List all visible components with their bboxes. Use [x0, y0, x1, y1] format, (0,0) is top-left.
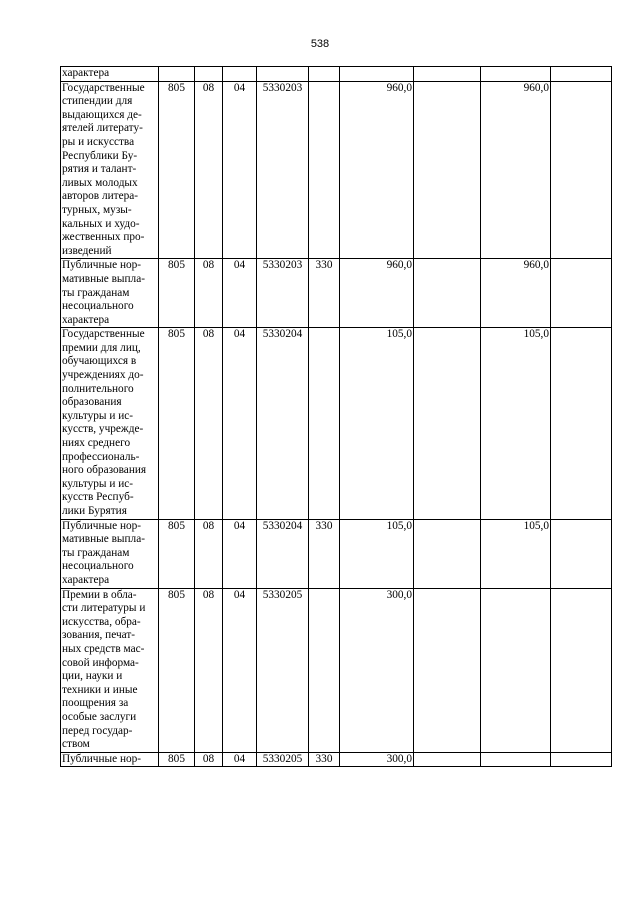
empty-cell [414, 752, 481, 767]
amount-cell: 960,0 [340, 81, 414, 259]
table-row [61, 588, 612, 752]
item-name-line: техники и иные [62, 683, 138, 696]
ved-cell: 805 [159, 259, 195, 328]
empty-cell [551, 67, 612, 82]
section-cell: 08 [195, 328, 223, 519]
amount-2-cell [481, 67, 551, 82]
item-name-line: изведений [62, 244, 112, 257]
item-name-line: совой информа- [62, 656, 139, 669]
ved-cell [159, 67, 195, 82]
amount-cell: 105,0 [340, 328, 414, 519]
expense-type-cell [309, 67, 340, 82]
target-article-cell: 5330203 [257, 81, 309, 259]
section-cell: 08 [195, 752, 223, 767]
empty-cell [551, 752, 612, 767]
ved-cell: 805 [159, 752, 195, 767]
target-article-cell: 5330203 [257, 259, 309, 328]
ved-cell: 805 [159, 81, 195, 259]
item-name-line: несоциального [62, 560, 134, 573]
amount-2-cell [481, 588, 551, 752]
section-cell: 08 [195, 81, 223, 259]
expense-type-cell: 330 [309, 259, 340, 328]
item-name-line: особые заслуги [62, 710, 137, 723]
amount-2-cell [481, 752, 551, 767]
section-cell [195, 67, 223, 82]
item-name-cell [61, 81, 159, 259]
empty-cell [551, 81, 612, 259]
budget-table-body [61, 67, 612, 767]
item-name-line: кальных и худо- [62, 217, 140, 230]
item-name-line: авторов литера- [62, 190, 139, 203]
item-name-line: ты гражданам [62, 286, 130, 299]
empty-cell [414, 328, 481, 519]
item-name-line: сти литературы и [62, 602, 146, 615]
item-name-line: ливых молодых [62, 176, 138, 189]
item-name-line: мативные выпла- [62, 272, 145, 285]
item-name-line: ции, науки и [62, 670, 123, 683]
item-name-cell [61, 328, 159, 519]
item-name-line: ры и искусства [62, 135, 135, 148]
amount-cell: 960,0 [340, 259, 414, 328]
budget-table [60, 66, 612, 767]
item-name-line: полнительного [62, 382, 134, 395]
item-name-line: турных, музы- [62, 203, 132, 216]
ved-cell: 805 [159, 328, 195, 519]
subsection-cell: 04 [223, 259, 257, 328]
section-cell: 08 [195, 259, 223, 328]
item-name-line: культуры и ис- [62, 477, 134, 490]
amount-cell: 300,0 [340, 752, 414, 767]
expense-type-cell: 330 [309, 519, 340, 588]
table-row [61, 752, 612, 767]
item-name-cell [61, 752, 159, 767]
item-name-line: характера [62, 67, 110, 79]
subsection-cell: 04 [223, 752, 257, 767]
amount-2-cell: 960,0 [481, 81, 551, 259]
section-cell: 08 [195, 588, 223, 752]
item-name-cell [61, 588, 159, 752]
target-article-cell: 5330204 [257, 328, 309, 519]
item-name-line: характера [62, 573, 110, 586]
target-article-cell: 5330204 [257, 519, 309, 588]
page-number: 538 [310, 38, 330, 50]
item-name-line: жественных про- [62, 231, 145, 244]
item-name-line: культуры и ис- [62, 409, 134, 422]
item-name-line: Премии в обла- [62, 588, 137, 601]
item-name-line: ных средств мас- [62, 642, 145, 655]
amount-cell: 105,0 [340, 519, 414, 588]
item-name-line: ты гражданам [62, 546, 130, 559]
amount-2-cell: 105,0 [481, 519, 551, 588]
item-name-line: ного образования [62, 464, 147, 477]
item-name-line: Государственные [62, 81, 145, 94]
amount-cell [340, 67, 414, 82]
empty-cell [551, 259, 612, 328]
amount-2-cell: 960,0 [481, 259, 551, 328]
expense-type-cell [309, 81, 340, 259]
item-name-line: поощрения за [62, 697, 129, 710]
empty-cell [414, 259, 481, 328]
empty-cell [414, 588, 481, 752]
item-name-line: учреждениях до- [62, 369, 144, 382]
item-name-line: стипендии для [62, 95, 133, 108]
item-name-line: зования, печат- [62, 629, 136, 642]
item-name-line: премии для лиц, [62, 341, 141, 354]
item-name-line: характера [62, 313, 110, 326]
table-row [61, 328, 612, 519]
subsection-cell: 04 [223, 519, 257, 588]
table-row [61, 259, 612, 328]
item-name-line: ниях среднего [62, 437, 131, 450]
item-name-line: рятия и талант- [62, 163, 137, 176]
expense-type-cell: 330 [309, 752, 340, 767]
empty-cell [551, 328, 612, 519]
empty-cell [551, 519, 612, 588]
item-name-line: Публичные нор- [62, 259, 142, 272]
item-name-line: обучающихся в [62, 355, 137, 368]
item-name-line: Государственные [62, 328, 145, 341]
item-name-line: ством [62, 738, 90, 751]
item-name-line: профессиональ- [62, 450, 140, 463]
item-name-line: Публичные нор- [62, 519, 142, 532]
target-article-cell: 5330205 [257, 588, 309, 752]
item-name-line: перед государ- [62, 724, 133, 737]
table-row [61, 81, 612, 259]
item-name-cell [61, 67, 159, 82]
table-row [61, 519, 612, 588]
expense-type-cell [309, 328, 340, 519]
table-row [61, 67, 612, 82]
amount-2-cell: 105,0 [481, 328, 551, 519]
item-name-line: кусств Респуб- [62, 491, 134, 504]
ved-cell: 805 [159, 588, 195, 752]
item-name-line: несоциального [62, 300, 134, 313]
item-name-line: образования [62, 396, 122, 409]
empty-cell [551, 588, 612, 752]
item-name-line: мативные выпла- [62, 533, 145, 546]
target-article-cell: 5330205 [257, 752, 309, 767]
amount-cell: 300,0 [340, 588, 414, 752]
expense-type-cell [309, 588, 340, 752]
item-name-line: кусств, учрежде- [62, 423, 144, 436]
item-name-line: выдающихся де- [62, 108, 142, 121]
item-name-line: Публичные нор- [62, 752, 142, 765]
empty-cell [414, 67, 481, 82]
item-name-cell [61, 519, 159, 588]
item-name-cell [61, 259, 159, 328]
subsection-cell: 04 [223, 328, 257, 519]
subsection-cell [223, 67, 257, 82]
item-name-line: Республики Бу- [62, 149, 138, 162]
empty-cell [414, 81, 481, 259]
item-name-line: ятелей литерату- [62, 122, 143, 135]
section-cell: 08 [195, 519, 223, 588]
empty-cell [414, 519, 481, 588]
item-name-line: лики Бурятия [62, 505, 127, 517]
target-article-cell [257, 67, 309, 82]
subsection-cell: 04 [223, 81, 257, 259]
subsection-cell: 04 [223, 588, 257, 752]
ved-cell: 805 [159, 519, 195, 588]
item-name-line: искусства, обра- [62, 615, 141, 628]
